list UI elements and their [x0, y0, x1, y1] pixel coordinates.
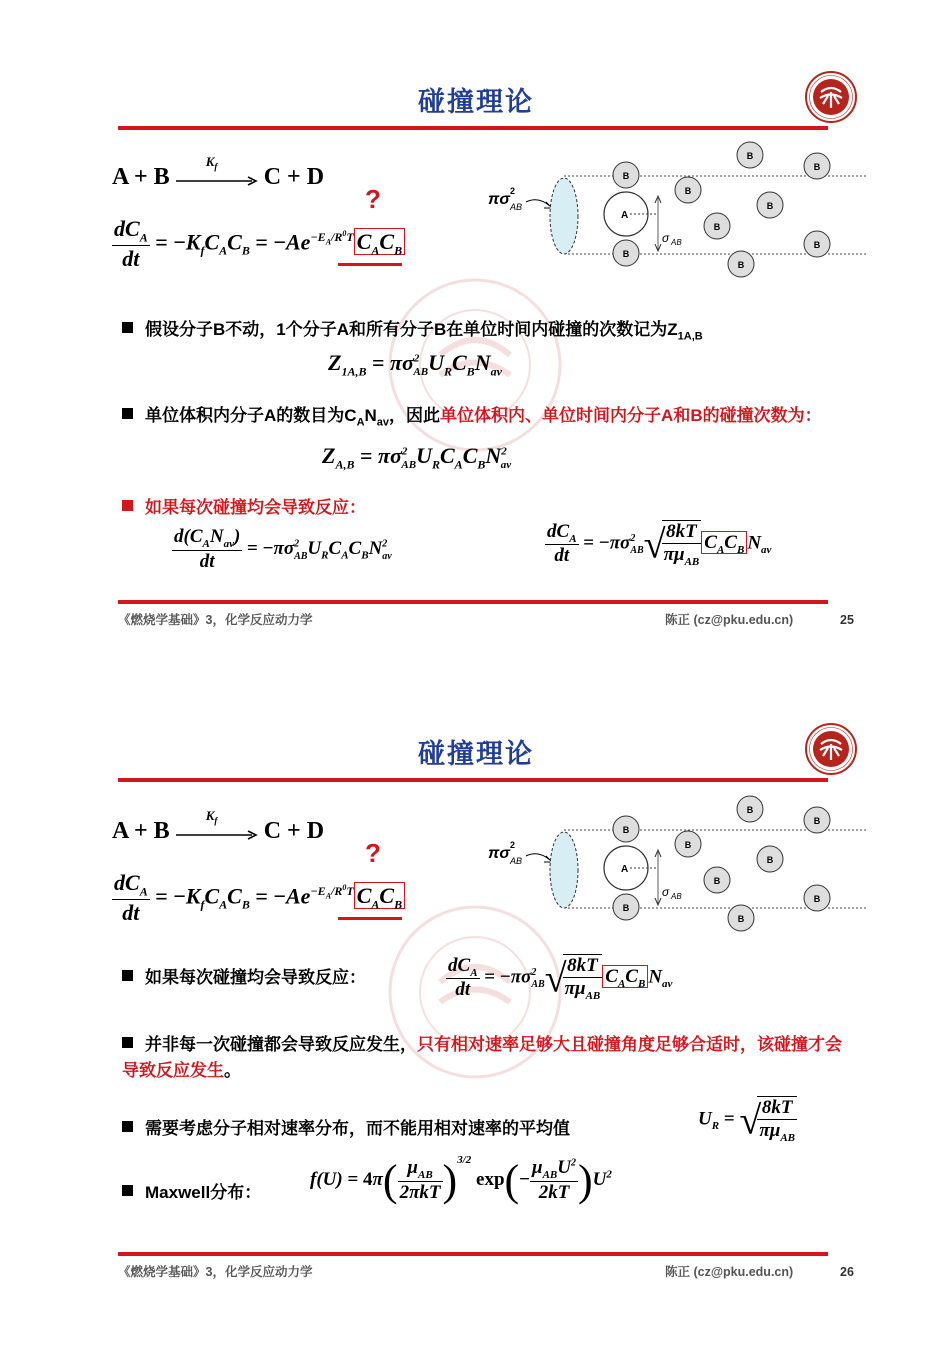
- svg-text:AB: AB: [671, 892, 682, 901]
- svg-text:B: B: [622, 249, 630, 259]
- footer-rule: [118, 1252, 828, 1256]
- svg-text:B: B: [813, 894, 821, 904]
- svg-text:B: B: [622, 825, 630, 835]
- exp-underline: [338, 917, 402, 920]
- footer-rule: [118, 600, 828, 604]
- bullet-each-collision: 如果每次碰撞均会导致反应：: [122, 495, 366, 521]
- svg-text:B: B: [766, 855, 774, 865]
- rate-eq-inline: $\frac{dC_A}{dt}$ = $-\pi\sigma^2_{AB}√$ $\frac{8kT}{\pi\mu_{AB}}$ $C_AC_B$ $N_{av}$: [448, 954, 673, 1002]
- svg-text:B: B: [713, 876, 721, 886]
- svg-text:AB: AB: [510, 856, 523, 866]
- pku-logo-icon: [804, 722, 858, 776]
- svg-text:σ: σ: [662, 231, 670, 245]
- svg-text:B: B: [766, 201, 774, 211]
- collision-diagram: [488, 792, 868, 937]
- reaction-equation: A + B $K_f$ C + D: [112, 154, 325, 190]
- footer-course: 《燃烧学基础》3，化学反应动力学: [118, 613, 313, 627]
- svg-text:B: B: [813, 162, 821, 172]
- slide-26: [0, 692, 952, 1332]
- maxwell-equation: f(U) = 4π( $\frac{\mu_{AB}}{\text{2πkT}}$ )$^{3/2}$ exp(− $\frac{\mu_{AB}U^2}{2kT}$ )$U^2$: [310, 1154, 612, 1206]
- svg-text:B: B: [684, 840, 692, 850]
- svg-text:B: B: [622, 171, 630, 181]
- title-rule: [118, 778, 828, 782]
- svg-text:2: 2: [510, 186, 516, 196]
- pku-logo-icon: [804, 70, 858, 124]
- bullet-collision-count: 假设分子B不动，1个分子A和所有分子B在单位时间内碰撞的次数记为$Z_{1A,B}$: [122, 317, 703, 349]
- zab-equation: $Z_{A,B} = \pi\sigma^2_{AB}U_RC_AC_BN^2_{av}$: [322, 443, 512, 472]
- svg-text:πσ: πσ: [488, 845, 511, 862]
- bullet-each-collision: 如果每次碰撞均会导致反应：: [122, 965, 366, 991]
- footer-author: 陈正 (cz@pku.edu.cn): [665, 1265, 794, 1279]
- slide-title: 碰撞理论: [418, 87, 534, 117]
- rate-equation: $\frac{dC_A}{dt}$ = $-K_fC_AC_B = -Ae^{-E_A/R^0T}$ $C_AC_B$: [112, 216, 405, 272]
- svg-text:B: B: [713, 222, 721, 232]
- page-number: 25: [840, 613, 854, 627]
- svg-text:A: A: [621, 210, 629, 221]
- page-number: 26: [840, 1265, 854, 1279]
- svg-text:2: 2: [510, 840, 516, 850]
- svg-text:B: B: [746, 805, 754, 815]
- footer-course: 《燃烧学基础》3，化学反应动力学: [118, 1265, 313, 1279]
- collision-diagram: [488, 138, 868, 283]
- svg-text:B: B: [737, 914, 745, 924]
- rate-eq-right: $\frac{dC_A}{dt}$ = $-\pi\sigma^2_{AB}√$ $\frac{8kT}{\pi\mu_{AB}}$ $C_AC_B$ $N_{av}$: [547, 520, 772, 568]
- bullet-maxwell: Maxwell分布：: [122, 1180, 261, 1206]
- slide-title: 碰撞理论: [418, 739, 534, 769]
- z1ab-equation: $Z_{1A,B} = \pi\sigma^2_{AB}U_RC_BN_{av}$: [328, 350, 502, 379]
- exp-underline: [338, 263, 402, 266]
- svg-text:A: A: [621, 864, 629, 875]
- bullet-not-every-collision: 并非每一次碰撞都会导致反应发生，只有相对速率足够大且碰撞角度足够合适时，该碰撞才会导致反应发生。: [122, 1035, 842, 1080]
- svg-text:πσ: πσ: [488, 191, 511, 208]
- reaction-equation: A + B $K_f$ C + D: [112, 808, 325, 844]
- slide-25: [0, 40, 952, 680]
- svg-text:B: B: [622, 903, 630, 913]
- svg-text:AB: AB: [671, 238, 682, 247]
- rate-equation: $\frac{dC_A}{dt}$ = $-K_fC_AC_B = -Ae^{-E_A/R^0T}$ $C_AC_B$: [112, 870, 405, 926]
- ur-equation: $U_R$ = √ $\frac{8kT}{\pi\mu_{AB}}$: [698, 1097, 795, 1144]
- svg-text:B: B: [813, 816, 821, 826]
- footer-author: 陈正 (cz@pku.edu.cn): [665, 613, 794, 627]
- svg-text:AB: AB: [510, 202, 523, 212]
- title-rule: [118, 126, 828, 130]
- svg-text:B: B: [746, 151, 754, 161]
- rate-eq-left: $\frac{d(C_AN_{av})}{dt}$ = $-\pi\sigma^2_{AB}U_RC_AC_BN^2_{av}$: [174, 526, 392, 572]
- svg-text:B: B: [684, 186, 692, 196]
- bullet-unit-volume: 单位体积内分子A的数目为$C_AN_{av}$，因此单位体积内、单位时间内分子A和B的碰撞次数为：: [122, 403, 852, 435]
- bullet-velocity-distribution: 需要考虑分子相对速率分布，而不能用相对速率的平均值: [122, 1116, 570, 1142]
- svg-text:σ: σ: [662, 885, 670, 899]
- svg-text:B: B: [737, 260, 745, 270]
- question-mark: ?: [365, 838, 381, 868]
- question-mark: ?: [365, 184, 381, 214]
- svg-text:B: B: [813, 240, 821, 250]
